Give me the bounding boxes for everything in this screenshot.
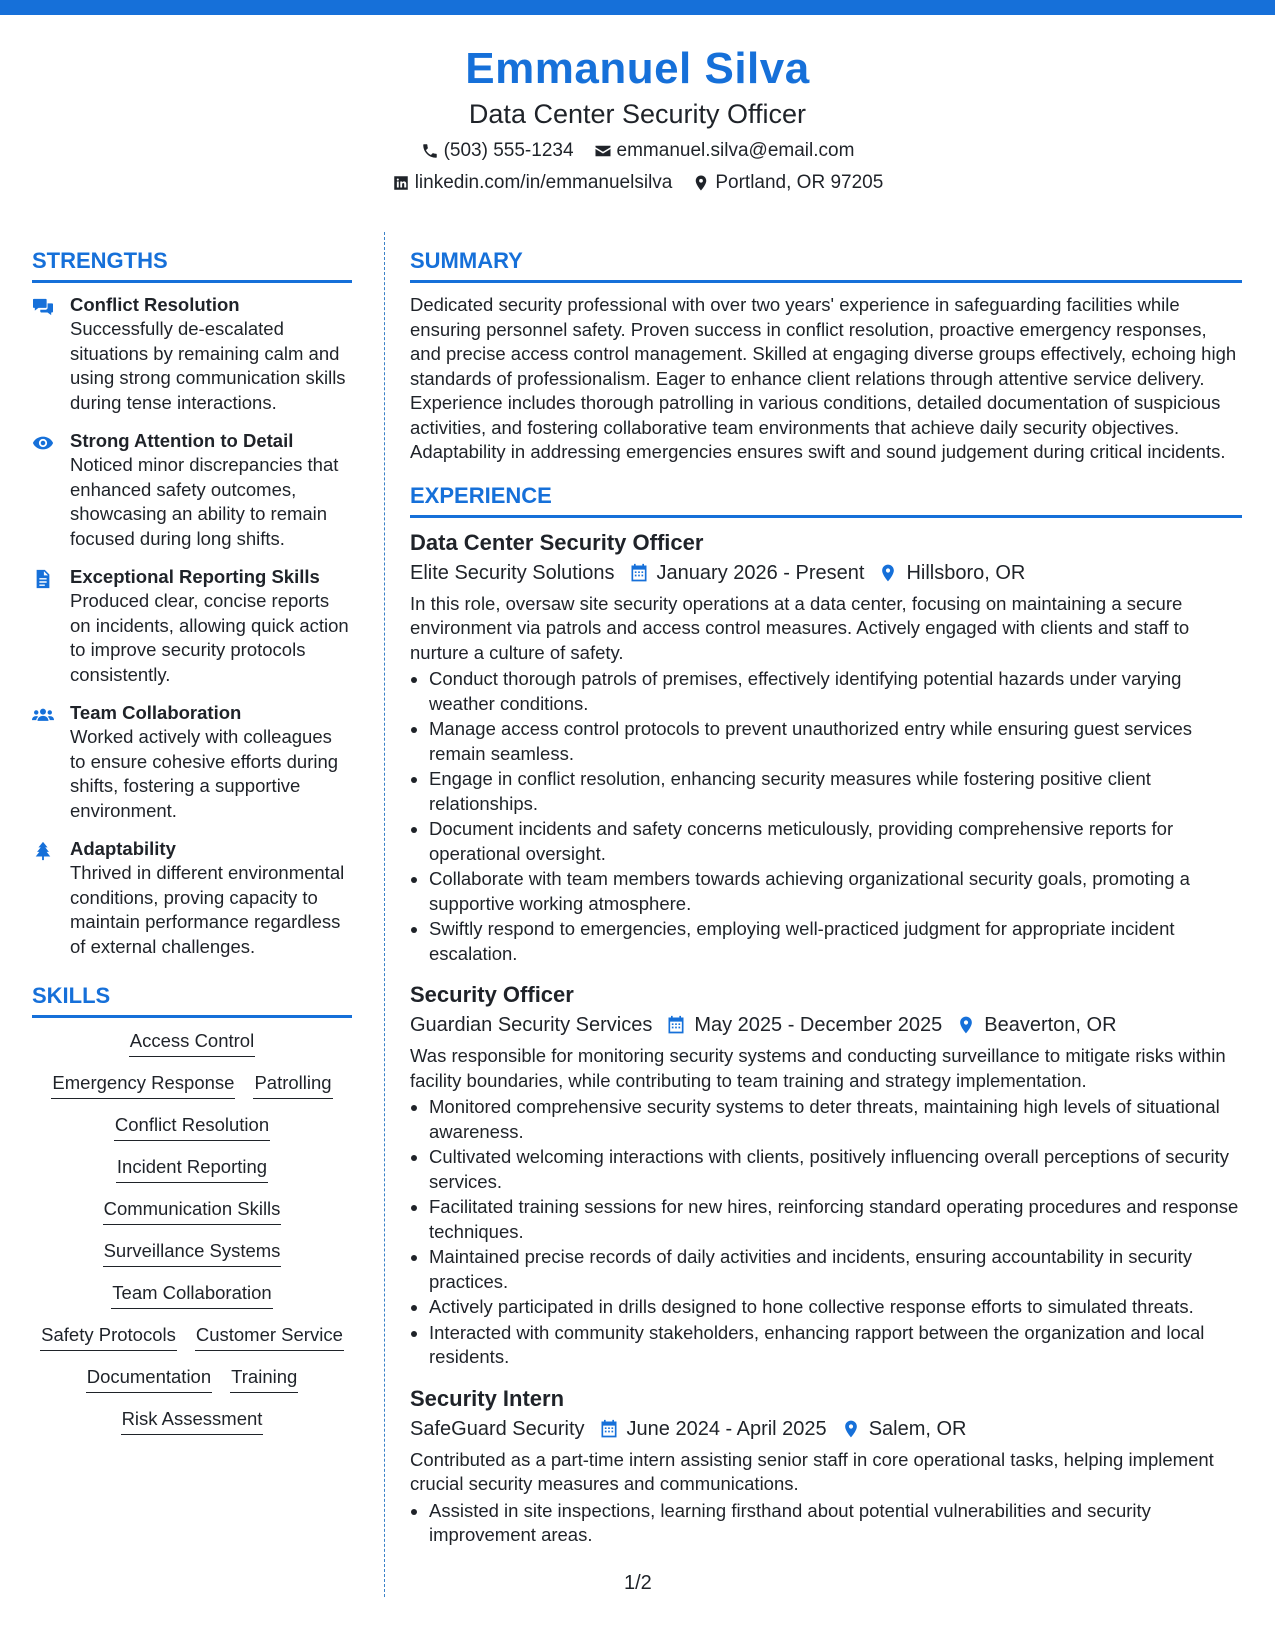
- job-title: Security Intern: [410, 1385, 565, 1411]
- skills-list: [32, 1028, 352, 1435]
- summary-heading: SUMMARY: [410, 246, 1242, 283]
- skill-tag: Communication Skills: [103, 1196, 282, 1225]
- envelope-icon: [594, 142, 612, 160]
- skill-tag: Training: [230, 1364, 298, 1393]
- job-bullet: • Maintained precise records of daily activities and incidents, ensuring accountability in security practices.: [429, 1245, 1242, 1294]
- tree-icon: [32, 841, 54, 861]
- job-bullet: • Document incidents and safety concerns meticulously, providing comprehensive reports for operational oversight.: [429, 817, 1242, 866]
- candidate-title: Data Center Security Officer: [468, 99, 807, 129]
- strength-desc: Thrived in different environmental conditions, proving capacity to maintain performance regardless of external challenges.: [70, 862, 345, 957]
- candidate-name: Emmanuel Silva: [465, 44, 810, 93]
- contact-email[interactable]: [594, 136, 855, 166]
- job-entry: [410, 980, 1242, 1370]
- job-location: Beaverton, OR: [984, 1014, 1117, 1036]
- job-entry: [410, 528, 1242, 967]
- job-company: Elite Security Solutions: [410, 561, 615, 584]
- job-bullet: • Monitored comprehensive security systems to deter threats, maintaining high levels of situational awareness.: [429, 1095, 1242, 1144]
- top-accent-bar: [0, 0, 1275, 15]
- strength-title: Exceptional Reporting Skills: [70, 566, 320, 587]
- skill-tag: Incident Reporting: [116, 1154, 268, 1183]
- strength-item: [32, 429, 352, 551]
- job-title: Security Officer: [410, 982, 574, 1007]
- skill-tag: Access Control: [129, 1028, 255, 1057]
- phone-text: (503) 555-1234: [443, 140, 574, 161]
- job-bullets: [410, 1095, 1242, 1370]
- job-company: SafeGuard Security: [410, 1417, 585, 1440]
- strength-desc: Produced clear, concise reports on incidents, allowing quick action to improve security protocols consistently.: [70, 590, 349, 685]
- skills-heading: SKILLS: [32, 981, 352, 1018]
- job-dates: June 2024 - April 2025: [626, 1417, 827, 1440]
- phone-icon: [421, 142, 439, 160]
- users-icon: [32, 705, 54, 725]
- skill-tag: Emergency Response: [51, 1070, 235, 1099]
- strength-item: [32, 293, 352, 415]
- strength-desc: Noticed minor discrepancies that enhanced safety outcomes, showcasing an ability to remain focused during long shifts.: [70, 454, 339, 549]
- job-bullet: • Collaborate with team members towards achieving organizational security goals, promoting a supportive working atmosphere.: [429, 867, 1242, 916]
- job-bullet: • Facilitated training sessions for new hires, reinforcing standard operating procedures and response techniques.: [429, 1195, 1242, 1244]
- skill-tag: Customer Service: [195, 1322, 344, 1351]
- strength-item: [32, 565, 352, 687]
- linkedin-icon: [392, 174, 410, 192]
- summary-text: Dedicated security professional with over two years' experience in safeguarding facilities while ensuring personnel safety. Proven success in conflict resolution, proactive emergency responses, and precise access control management. Skilled at engaging diverse groups effectively, echoing high standards of professionalism. Eager to enhance client relations through attentive service delivery. Experience includes thorough patrolling in various conditions, detailed documentation of suspicious activities, and fostering collaborative team environments that achieve daily security objectives. Adaptability in addressing emergencies ensures swift and sound judgement during critical incidents.: [410, 294, 1237, 462]
- map-pin-icon: [878, 563, 898, 583]
- experience-heading: EXPERIENCE: [410, 481, 1242, 518]
- job-description: In this role, oversaw site security operations at a data center, focusing on maintaining a secure environment via patrols and access control measures. Actively engaged with clients and staff to nurture a culture of safety.: [410, 592, 1190, 663]
- location-text: Portland, OR 97205: [715, 172, 884, 193]
- email-text: emmanuel.silva@email.com: [616, 140, 855, 161]
- resume-header: [0, 40, 1275, 198]
- linkedin-text: linkedin.com/in/emmanuelsilva: [414, 172, 673, 193]
- contact-row-2: [0, 168, 1275, 198]
- map-pin-icon: [956, 1015, 976, 1035]
- page-number: 1/2: [624, 1572, 652, 1594]
- eye-icon: [32, 433, 54, 453]
- skill-tag: Patrolling: [253, 1070, 332, 1099]
- job-meta: [410, 1010, 1242, 1040]
- skill-tag: Team Collaboration: [111, 1280, 272, 1309]
- job-bullet: • Engage in conflict resolution, enhancing security measures while fostering positive client relationships.: [429, 767, 1242, 816]
- job-bullet: • Actively participated in drills designed to hone collective response efforts to simulated threats.: [429, 1295, 1242, 1320]
- map-pin-icon: [841, 1419, 861, 1439]
- contact-location: [692, 168, 883, 198]
- strength-title: Adaptability: [70, 838, 176, 859]
- job-title: Data Center Security Officer: [410, 529, 704, 555]
- file-icon: [32, 569, 54, 589]
- contact-phone[interactable]: [421, 136, 574, 166]
- skill-tag: Conflict Resolution: [114, 1112, 270, 1141]
- job-location: Salem, OR: [868, 1417, 967, 1440]
- strength-desc: Worked actively with colleagues to ensure cohesive efforts during shifts, fostering a supportive environment.: [70, 726, 339, 821]
- job-entry: [410, 1384, 1242, 1548]
- job-description: Contributed as a part-time intern assisting senior staff in core operational tasks, helping implement crucial security measures and communications.: [410, 1448, 1214, 1494]
- job-company: Guardian Security Services: [410, 1014, 653, 1036]
- right-column: [410, 246, 1242, 1562]
- calendar-icon: [629, 563, 649, 583]
- job-meta: [410, 558, 1242, 588]
- skill-tag: Surveillance Systems: [103, 1238, 282, 1267]
- map-pin-icon: [692, 174, 710, 192]
- job-bullets: [410, 1499, 1242, 1548]
- calendar-icon: [666, 1015, 686, 1035]
- strength-title: Team Collaboration: [70, 702, 242, 723]
- column-divider: [384, 232, 385, 1597]
- comments-icon: [32, 297, 54, 317]
- skill-tag: Risk Assessment: [121, 1406, 264, 1435]
- job-bullet: • Interacted with community stakeholders, enhancing rapport between the organization and local residents.: [429, 1321, 1242, 1370]
- calendar-icon: [599, 1419, 619, 1439]
- strength-title: Strong Attention to Detail: [70, 430, 294, 451]
- strength-item: [32, 837, 352, 959]
- job-meta: [410, 1414, 1242, 1444]
- job-dates: January 2026 - Present: [656, 561, 865, 584]
- strength-item: [32, 701, 352, 823]
- job-bullet: • Conduct thorough patrols of premises, effectively identifying potential hazards under varying weather conditions.: [429, 667, 1242, 716]
- contact-linkedin[interactable]: [392, 168, 673, 198]
- contact-row-1: [0, 136, 1275, 166]
- strengths-heading: STRENGTHS: [32, 246, 352, 283]
- left-column: [32, 246, 352, 1448]
- strength-desc: Successfully de-escalated situations by remaining calm and using strong communication skills during tense interactions.: [70, 318, 346, 413]
- skill-tag: Safety Protocols: [40, 1322, 177, 1351]
- job-bullet: • Cultivated welcoming interactions with clients, positively influencing overall perceptions of security services.: [429, 1145, 1242, 1194]
- job-bullets: [410, 667, 1242, 966]
- job-bullet: • Swiftly respond to emergencies, employing well-practiced judgment for appropriate incident escalation.: [429, 917, 1242, 966]
- job-dates: May 2025 - December 2025: [694, 1014, 943, 1036]
- skill-tag: Documentation: [86, 1364, 212, 1393]
- job-bullet: • Assisted in site inspections, learning firsthand about potential vulnerabilities and security improvement areas.: [429, 1499, 1242, 1548]
- strength-title: Conflict Resolution: [70, 294, 240, 315]
- job-location: Hillsboro, OR: [906, 561, 1026, 584]
- job-description: Was responsible for monitoring security systems and conducting surveillance to mitigate risks within facility boundaries, while contributing to team training and strategy implementation.: [410, 1045, 1226, 1091]
- job-bullet: • Manage access control protocols to prevent unauthorized entry while ensuring guest services remain seamless.: [429, 717, 1242, 766]
